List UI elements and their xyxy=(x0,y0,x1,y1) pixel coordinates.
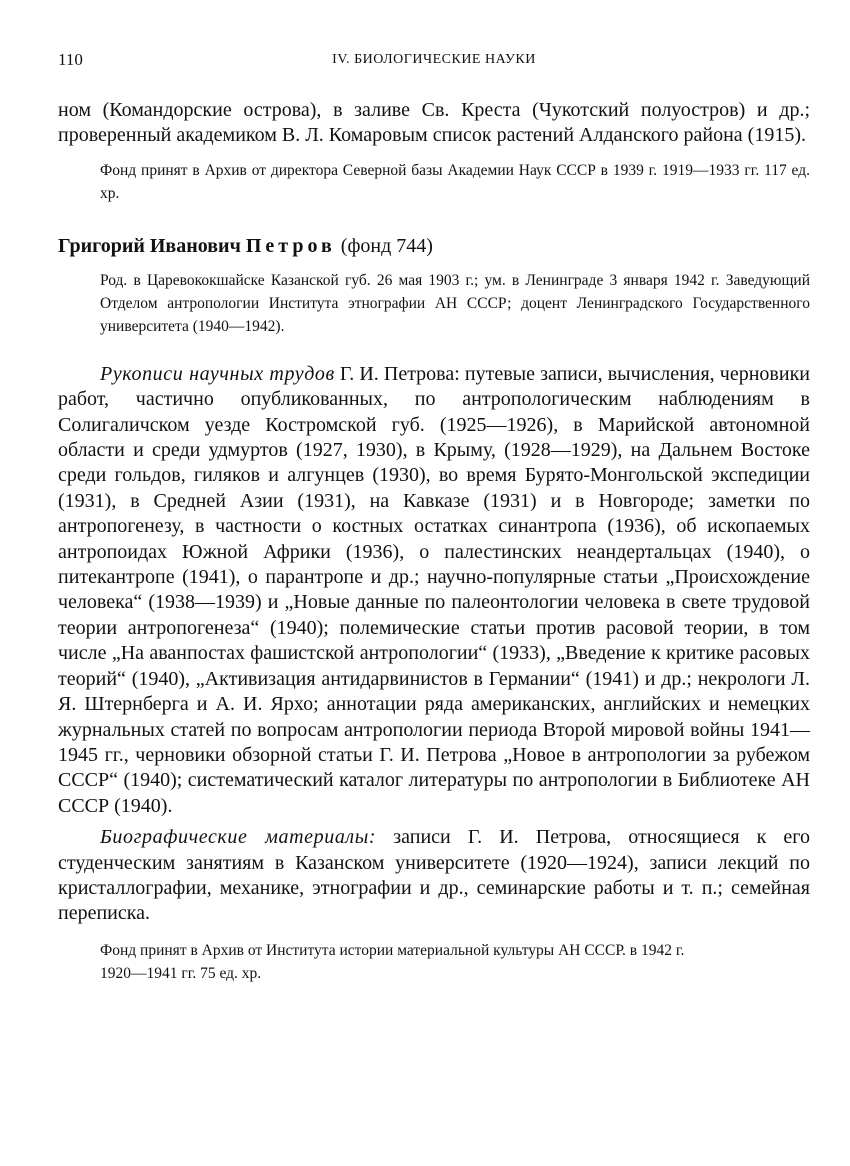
fond-note-2-stats: 1920—1941 гг. 75 ед. хр. xyxy=(100,964,262,982)
page-number: 110 xyxy=(58,50,83,69)
running-head: IV. БИОЛОГИЧЕСКИЕ НАУКИ xyxy=(332,52,536,67)
document-page xyxy=(58,44,810,985)
entry-heading xyxy=(58,233,810,259)
biographical-lead: Биографические материалы: xyxy=(100,826,377,849)
biographical-text: записи Г. И. Петрова, относящиеся к его студенческим занятиям в Казанском университете (1920—1924), записи лекций по кристаллографии, механике, этнографии и др., семинарские работы и т. п.; семейная переписка. xyxy=(58,826,811,925)
entry-name-last: Петров xyxy=(245,234,336,257)
manuscripts-paragraph xyxy=(58,362,810,819)
continuation-paragraph: ном (Командорские острова), в заливе Св. Креста (Чукотский полуостров) и др.; проверенный академиком В. Л. Комаровым список растений Алданского района (1915). xyxy=(58,99,810,147)
manuscripts-text: Г. И. Петрова: путевые записи, вычисления, черновики работ, частично опубликованных, по антропологическим наблюдениям в Солигаличском уезде Костромской губ. (1925—1926), в Марийской автономной области и среди удмуртов (1927, 1930), в Крыму, (1928—1929), на Дальнем Востоке среди гольдов, гиляков и алгунцев (1930), во время Бурято-Монгольской экспедиции (1931), в Средней Азии (1931), на Кавказе (1931) и в Новгороде; заметки по антропогенезу, в частности о костных остатках синантропа (1936), об ископаемых антропоидах Южной Африки (1936), о палестинских неандертальцах (1940), о питекантропе (1941), о парантропе и др.; научно-популярные статьи „Происхождение человека“ (1938—1939) и „Новые данные по палеонтологии человека в свете трудовой теории антропогенеза“ (1940); полемические статьи против расовой теории, в том числе „На аванпостах фашистской антропологии“ (1933), „Введение к критике расовых теорий“ (1940), „Активизация антидарвинистов в Германии“ (1941) и др.; некрологи Л. Я. Штернберга и А. И. Ярхо; аннотации ряда американских, английских и немецких журнальных статей по вопросам антропологии периода Второй мировой войны 1941—1945 гг., черновики обзорной статьи Г. И. Петрова „Новое в антропологии за рубежом СССР“ (1940); систематический каталог литературы по антропологии в Библиотеке АН СССР (1940). xyxy=(58,362,810,817)
entry-name-first: Григорий Иванович xyxy=(58,234,241,257)
fond-note-2: Фонд принят в Архив от Института истории материальной культуры АН СССР. в 1942 г. xyxy=(100,941,685,959)
manuscripts-lead: Рукописи научных трудов xyxy=(100,362,335,385)
biographical-paragraph xyxy=(58,825,810,927)
entry-fond-number: (фонд 744) xyxy=(340,234,433,257)
biography-note: Род. в Царевококшайске Казанской губ. 26 мая 1903 г.; ум. в Ленинграде 3 января 1942 г. Заведующий Отделом антропологии Института этнографии АН СССР; доцент Ленинградского Государственного университета (1940—1942). xyxy=(100,271,810,335)
fond-note-1: Фонд принят в Архив от директора Северной базы Академии Наук СССР в 1939 г. 1919—1933 гг. 117 ед. хр. xyxy=(100,161,810,202)
page-header xyxy=(58,44,810,72)
